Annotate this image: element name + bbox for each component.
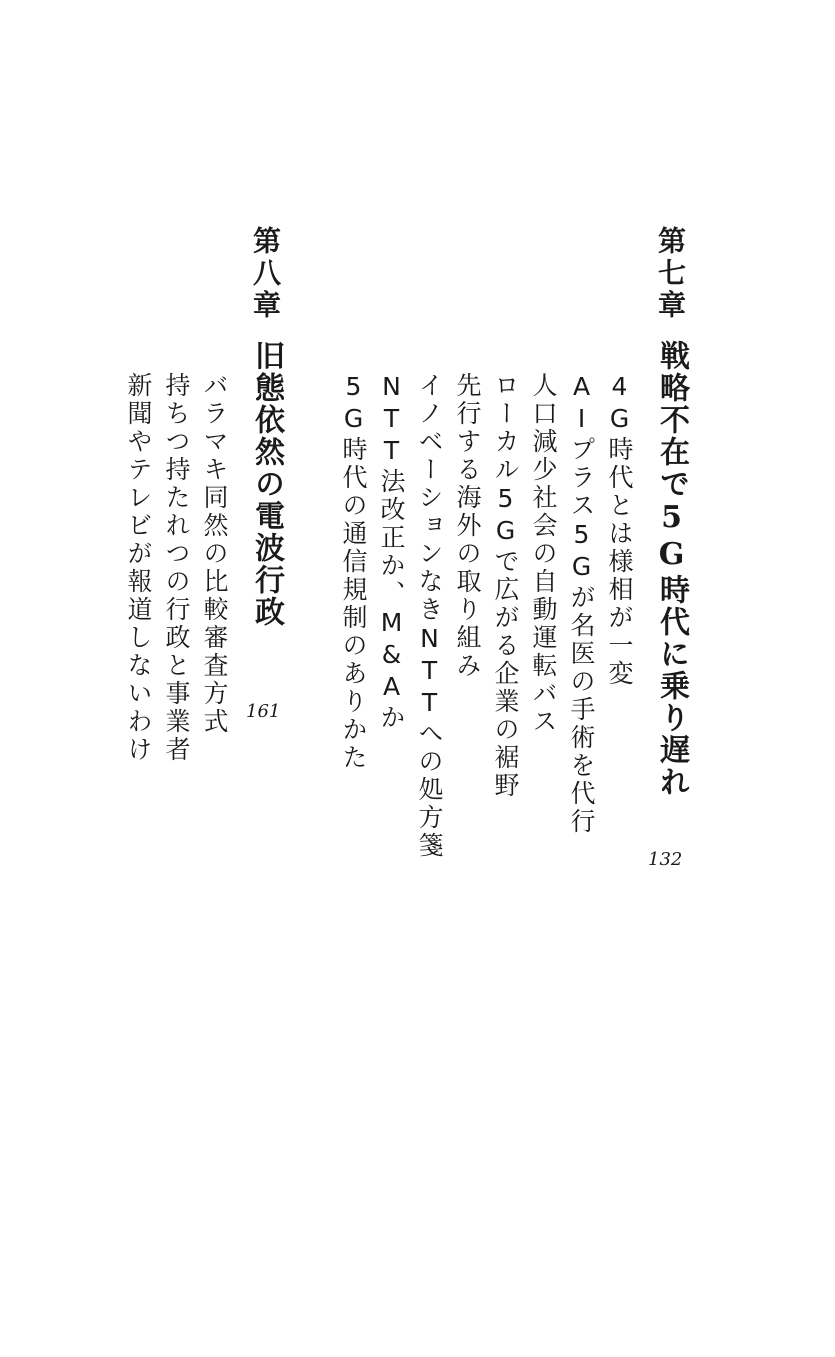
- chapter-7-page-number: 132: [648, 849, 683, 870]
- chapter-8-label: 第八章: [249, 226, 282, 322]
- chapter-7-section-8: 5G時代の通信規制のありかた: [339, 372, 368, 772]
- chapter-7-section-5: 先行する海外の取り組み: [453, 372, 482, 680]
- chapter-7-section-3: 人口減少社会の自動運転バス: [529, 372, 558, 736]
- chapter-7-section-4: ローカル5Gで広がる企業の裾野: [491, 372, 520, 800]
- chapter-7-section-7: NTT法改正か、M&Aか: [377, 372, 406, 732]
- chapter-8-section-3: 新聞やテレビが報道しないわけ: [124, 372, 153, 764]
- chapter-8-section-2: 持ちつ持たれつの行政と事業者: [162, 372, 191, 764]
- chapter-8-page-number: 161: [246, 701, 281, 722]
- chapter-7-title: 戦略不在で5G時代に乗り遅れ: [654, 340, 689, 798]
- chapter-8-title: 旧態依然の電波行政: [249, 340, 284, 628]
- chapter-7-section-1: 4G時代とは様相が一変: [605, 372, 634, 688]
- chapter-7-section-2: AIプラス5Gが名医の手術を代行: [567, 372, 596, 836]
- chapter-7-label: 第七章: [654, 226, 687, 322]
- chapter-8-section-1: バラマキ同然の比較審査方式: [200, 372, 229, 736]
- chapter-7-section-6: イノベーションなきNTTへの処方箋: [415, 372, 444, 860]
